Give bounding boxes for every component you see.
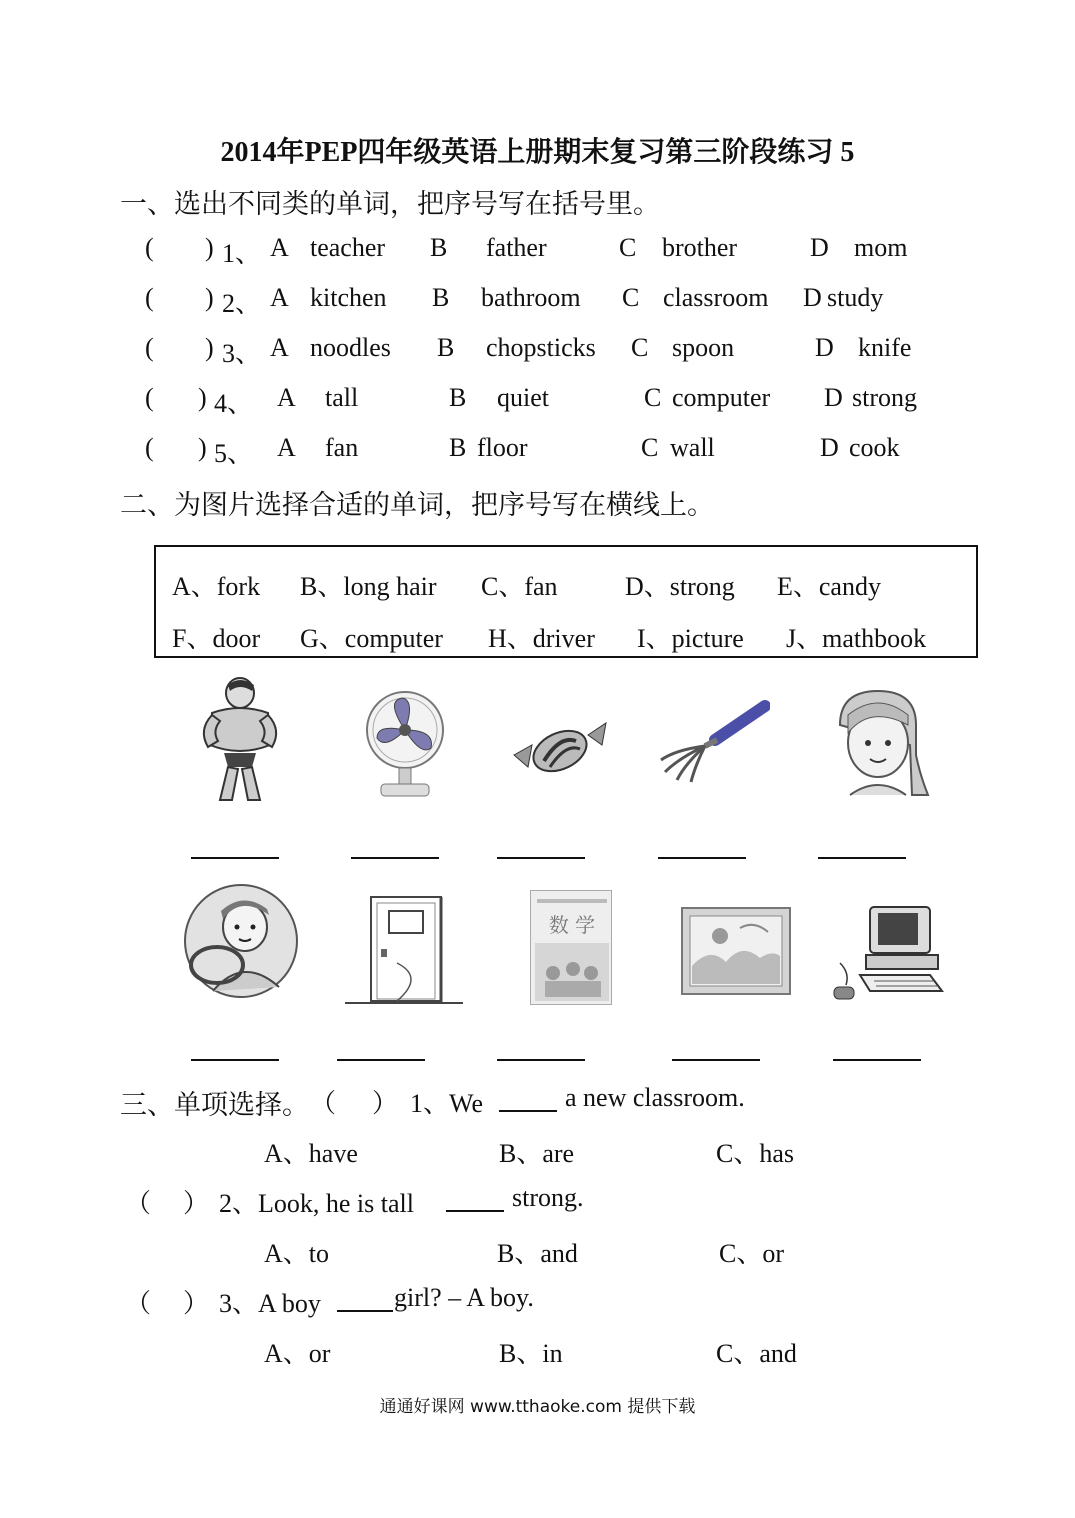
answer-paren-close: ） xyxy=(183,1289,210,1318)
book-title: 数 学 xyxy=(548,913,596,937)
option-word-c: computer xyxy=(672,383,771,412)
option-letter-a: A xyxy=(270,333,289,362)
option-word-a: kitchen xyxy=(310,283,387,312)
question-number: 2、 xyxy=(222,289,262,318)
option-word-b: floor xyxy=(477,433,528,462)
option-word-b: father xyxy=(486,233,547,262)
answer-paren-close: ) xyxy=(198,433,207,462)
option-letter-d: D xyxy=(820,433,839,462)
word-bank-option: D、strong xyxy=(625,572,735,601)
option-word-d: cook xyxy=(849,433,900,462)
word-bank-option: C、fan xyxy=(481,572,558,601)
fill-blank[interactable] xyxy=(499,1090,557,1112)
fan-picture xyxy=(355,690,455,800)
choice-option: A、have xyxy=(264,1139,358,1168)
option-letter-b: B xyxy=(437,333,455,362)
computer-picture xyxy=(830,903,945,1008)
section1-heading: 一、选出不同类的单词，把序号写在括号里。 xyxy=(120,189,660,219)
answer-blank[interactable] xyxy=(351,857,439,859)
question-text: 2、Look, he is tall xyxy=(219,1189,414,1218)
choice-option: C、and xyxy=(716,1339,797,1368)
word-bank-option: E、candy xyxy=(777,572,881,601)
answer-paren-close: ) xyxy=(205,283,214,312)
option-word-b: bathroom xyxy=(481,283,581,312)
option-letter-a: A xyxy=(270,283,289,312)
option-letter-a: A xyxy=(277,433,296,462)
answer-paren-close: ) xyxy=(205,233,214,262)
mathbook-picture xyxy=(530,890,612,1005)
choice-option: B、are xyxy=(499,1139,575,1168)
choice-option: B、and xyxy=(497,1239,578,1268)
fork-picture xyxy=(655,700,770,785)
choice-option: C、or xyxy=(719,1239,785,1268)
option-letter-d: D xyxy=(810,233,829,262)
option-letter-a: A xyxy=(277,383,296,412)
answer-paren-open[interactable]: ( xyxy=(145,433,154,462)
word-bank-option: A、fork xyxy=(172,572,261,601)
answer-blank[interactable] xyxy=(191,1059,279,1061)
option-word-c: classroom xyxy=(663,283,769,312)
book-cover-art xyxy=(535,943,609,1001)
option-word-a: tall xyxy=(325,383,359,412)
option-letter-b: B xyxy=(449,433,467,462)
option-letter-b: B xyxy=(430,233,448,262)
door-picture xyxy=(345,893,463,1008)
choice-option: B、in xyxy=(499,1339,563,1368)
option-word-c: wall xyxy=(670,433,715,462)
answer-blank[interactable] xyxy=(191,857,279,859)
word-bank-option: B、long hair xyxy=(300,572,437,601)
section2-heading: 二、为图片选择合适的单词，把序号写在横线上。 xyxy=(120,490,714,520)
answer-paren-open[interactable]: ( xyxy=(145,283,154,312)
choice-option: A、to xyxy=(264,1239,330,1268)
answer-paren-open[interactable]: （ xyxy=(125,1289,152,1318)
long-hair-girl-picture xyxy=(820,685,935,803)
answer-blank[interactable] xyxy=(833,1059,921,1061)
option-letter-c: C xyxy=(619,233,637,262)
choice-option: C、has xyxy=(716,1139,795,1168)
option-letter-c: C xyxy=(631,333,649,362)
word-bank-option: H、driver xyxy=(488,624,595,653)
option-word-b: quiet xyxy=(497,383,549,412)
answer-paren-open[interactable]: ( xyxy=(145,333,154,362)
option-letter-c: C xyxy=(644,383,662,412)
option-letter-d: D xyxy=(815,333,834,362)
word-bank-option: I、picture xyxy=(637,624,744,653)
question-number: 5、 xyxy=(214,439,254,468)
answer-paren-close: ) xyxy=(198,383,207,412)
picture-frame-picture xyxy=(680,906,792,996)
option-letter-d: D xyxy=(803,283,822,312)
answer-blank[interactable] xyxy=(337,1059,425,1061)
word-bank-option: F、door xyxy=(172,624,261,653)
page-footer[interactable]: 通通好课网 www.tthaoke.com 提供下载 xyxy=(379,1397,696,1417)
option-letter-c: C xyxy=(622,283,640,312)
page-title: 2014年PEP四年级英语上册期末复习第三阶段练习 5 xyxy=(220,137,855,168)
answer-paren-open[interactable]: （ xyxy=(310,1089,337,1118)
word-bank-option: J、mathbook xyxy=(786,624,927,653)
answer-blank[interactable] xyxy=(497,857,585,859)
choice-option: A、or xyxy=(264,1339,331,1368)
answer-paren-close: ) xyxy=(205,333,214,362)
book-header-line xyxy=(537,899,607,903)
driver-picture xyxy=(183,883,299,999)
section3-heading: 三、单项选择。 xyxy=(120,1090,309,1120)
question-number: 4、 xyxy=(214,389,254,418)
answer-paren-close: ） xyxy=(372,1089,399,1118)
option-letter-d: D xyxy=(824,383,843,412)
option-letter-b: B xyxy=(449,383,467,412)
question-text: a new classroom. xyxy=(565,1083,745,1112)
answer-paren-open[interactable]: ( xyxy=(145,233,154,262)
option-letter-b: B xyxy=(432,283,450,312)
candy-picture xyxy=(510,715,610,780)
option-letter-c: C xyxy=(641,433,659,462)
question-text: girl? – A boy. xyxy=(394,1283,534,1312)
answer-paren-open[interactable]: （ xyxy=(125,1189,152,1218)
option-word-a: noodles xyxy=(310,333,391,362)
question-text: strong. xyxy=(512,1183,584,1212)
answer-paren-close: ） xyxy=(183,1189,210,1218)
option-word-d: study xyxy=(827,283,884,312)
option-word-d: knife xyxy=(858,333,912,362)
fill-blank[interactable] xyxy=(337,1290,393,1312)
answer-blank[interactable] xyxy=(658,857,746,859)
strong-man-picture xyxy=(190,675,290,805)
question-text: 3、A boy xyxy=(219,1289,321,1318)
option-word-b: chopsticks xyxy=(486,333,596,362)
option-word-c: spoon xyxy=(672,333,735,362)
answer-blank[interactable] xyxy=(818,857,906,859)
option-letter-a: A xyxy=(270,233,289,262)
option-word-c: brother xyxy=(662,233,738,262)
question-text: 1、We xyxy=(410,1089,483,1118)
option-word-a: teacher xyxy=(310,233,386,262)
answer-blank[interactable] xyxy=(497,1059,585,1061)
option-word-a: fan xyxy=(325,433,359,462)
answer-paren-open[interactable]: ( xyxy=(145,383,154,412)
answer-blank[interactable] xyxy=(672,1059,760,1061)
option-word-d: mom xyxy=(854,233,908,262)
word-bank-option: G、computer xyxy=(300,624,443,653)
question-number: 3、 xyxy=(222,339,262,368)
option-word-d: strong xyxy=(852,383,917,412)
question-number: 1、 xyxy=(222,239,262,268)
fill-blank[interactable] xyxy=(446,1190,504,1212)
